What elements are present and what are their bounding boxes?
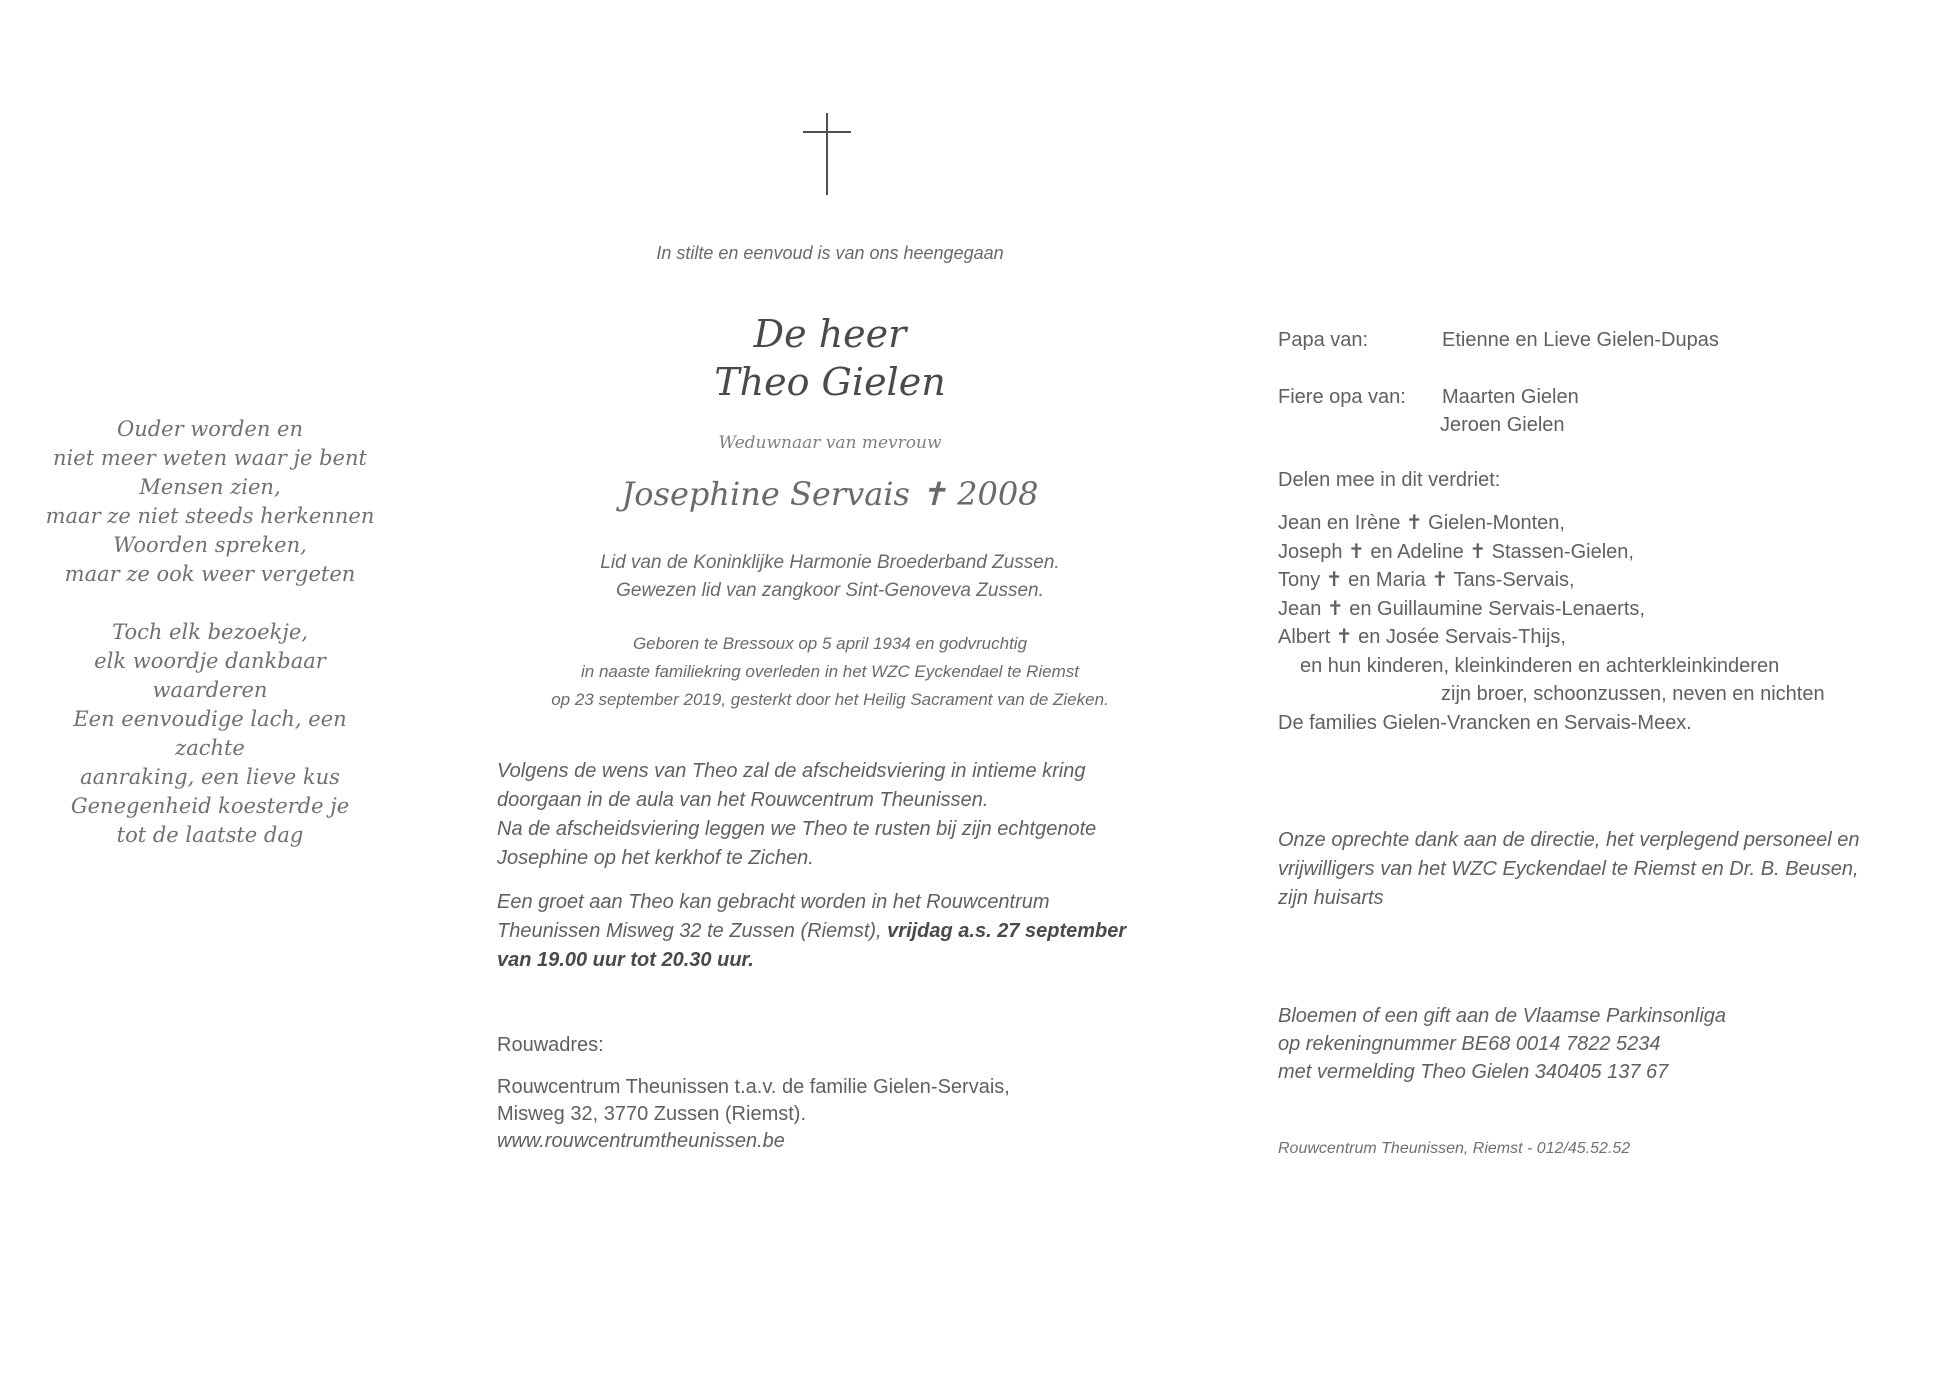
poem-line: Ouder worden en: [116, 417, 303, 441]
wish-line: doorgaan in de aula van het Rouwcentrum Theunissen.: [497, 789, 989, 811]
opa-label: Fiere opa van:: [1278, 386, 1406, 408]
spouse-name: Josephine Servais ✝ 2008: [621, 475, 1039, 513]
grandchild-name: Maarten Gielen: [1442, 386, 1579, 408]
widow-of-text: Weduwnaar van mevrouw: [718, 433, 942, 453]
address-block: [497, 1074, 1177, 1155]
poem-line: Woorden spreken,: [113, 533, 307, 557]
visitation-time: van 19.00 uur tot 20.30 uur.: [497, 949, 754, 971]
poem: [40, 415, 380, 850]
relative-line: Jean ✝ en Guillaumine Servais-Lenaerts,: [1278, 597, 1645, 620]
thanks-line: Onze oprechte dank aan de directie, het verplegend personeel en: [1278, 829, 1860, 851]
poem-line: maar ze niet steeds herkennen: [45, 504, 375, 528]
address-label: Rouwadres:: [497, 1034, 604, 1056]
birth-death-line-2: in naaste familiekring overleden in het WZC Eyckendael te Riemst: [581, 662, 1079, 681]
families-line: De families Gielen-Vrancken en Servais-Meex.: [1278, 711, 1692, 734]
birth-death-line-1: Geboren te Bressoux op 5 april 1934 en godvruchtig: [632, 634, 1028, 653]
relative-line: Albert ✝ en Josée Servais-Thijs,: [1278, 626, 1566, 648]
papa-value: Etienne en Lieve Gielen-Dupas: [1442, 329, 1719, 351]
wish-line: Na de afscheidsviering leggen we Theo te rusten bij zijn echtgenote: [497, 818, 1097, 840]
birth-death-line-3: op 23 september 2019, gesterkt door het Heilig Sacrament van de Zieken.: [551, 690, 1109, 709]
poem-line: aanraking, een lieve kus: [80, 765, 340, 789]
poem-line: niet meer weten waar je bent: [53, 446, 367, 470]
flowers-donation: [1278, 1002, 1918, 1086]
visitation-info: [497, 888, 1177, 975]
poem-line: tot de laatste dag: [116, 823, 304, 847]
greet-line: Een groet aan Theo kan gebracht worden in het Rouwcentrum: [497, 891, 1050, 913]
greet-line: Theunissen Misweg 32 te Zussen (Riemst),: [497, 920, 888, 942]
thanks-text: [1278, 826, 1918, 913]
website-link[interactable]: www.rouwcentrumtheunissen.be: [497, 1130, 785, 1152]
siblings-line: zijn broer, schoonzussen, neven en nichten: [1441, 683, 1825, 705]
relatives-list: [1278, 509, 1918, 737]
papa-label: Papa van:: [1278, 329, 1369, 351]
flowers-line: Bloemen of een gift aan de Vlaamse Parkinsonliga: [1278, 1005, 1727, 1027]
wish-line: Josephine op het kerkhof te Zichen.: [497, 847, 814, 869]
flowers-line: met vermelding Theo Gielen 340405 137 67: [1278, 1061, 1669, 1083]
visitation-date: vrijdag a.s. 27 september: [887, 920, 1127, 942]
poem-line: Mensen zien,: [139, 475, 281, 499]
thanks-line: vrijwilligers van het WZC Eyckendael te Riemst en Dr. B. Beusen,: [1278, 858, 1859, 880]
address-line: Rouwcentrum Theunissen t.a.v. de familie Gielen-Servais,: [497, 1076, 1010, 1098]
relative-line: Jean en Irène ✝ Gielen-Monten,: [1278, 512, 1565, 534]
poem-line: maar ze ook weer vergeten: [64, 562, 356, 586]
title-line-1: De heer: [753, 312, 907, 356]
grandchild-name: Jeroen Gielen: [1440, 414, 1565, 436]
poem-line: elk woordje dankbaar waarderen: [94, 649, 326, 702]
poem-line: Genegenheid koesterde je: [70, 794, 350, 818]
kids-line: en hun kinderen, kleinkinderen en achterkleinkinderen: [1300, 654, 1780, 677]
thanks-line: zijn huisarts: [1278, 887, 1384, 909]
ceremony-wish: [497, 757, 1177, 873]
cross-icon: [803, 113, 851, 195]
intro-text: In stilte en eenvoud is van ons heengegaan: [656, 243, 1004, 263]
membership-line-2: Gewezen lid van zangkoor Sint-Genoveva Zussen.: [616, 580, 1044, 601]
relative-line: Joseph ✝ en Adeline ✝ Stassen-Gielen,: [1278, 540, 1634, 563]
share-label: Delen mee in dit verdriet:: [1278, 469, 1501, 491]
poem-line: Toch elk bezoekje,: [112, 620, 308, 644]
relative-line: Tony ✝ en Maria ✝ Tans-Servais,: [1278, 569, 1575, 591]
wish-line: Volgens de wens van Theo zal de afscheidsviering in intieme kring: [497, 760, 1086, 782]
membership-line-1: Lid van de Koninklijke Harmonie Broederband Zussen.: [600, 552, 1060, 573]
poem-line: Een eenvoudige lach, een zachte: [73, 707, 347, 760]
flowers-line: op rekeningnummer BE68 0014 7822 5234: [1278, 1033, 1661, 1055]
deceased-name: Theo Gielen: [714, 360, 946, 404]
funeral-home-footer: Rouwcentrum Theunissen, Riemst - 012/45.52.52: [1278, 1140, 1631, 1157]
address-line: Misweg 32, 3770 Zussen (Riemst).: [497, 1103, 807, 1125]
